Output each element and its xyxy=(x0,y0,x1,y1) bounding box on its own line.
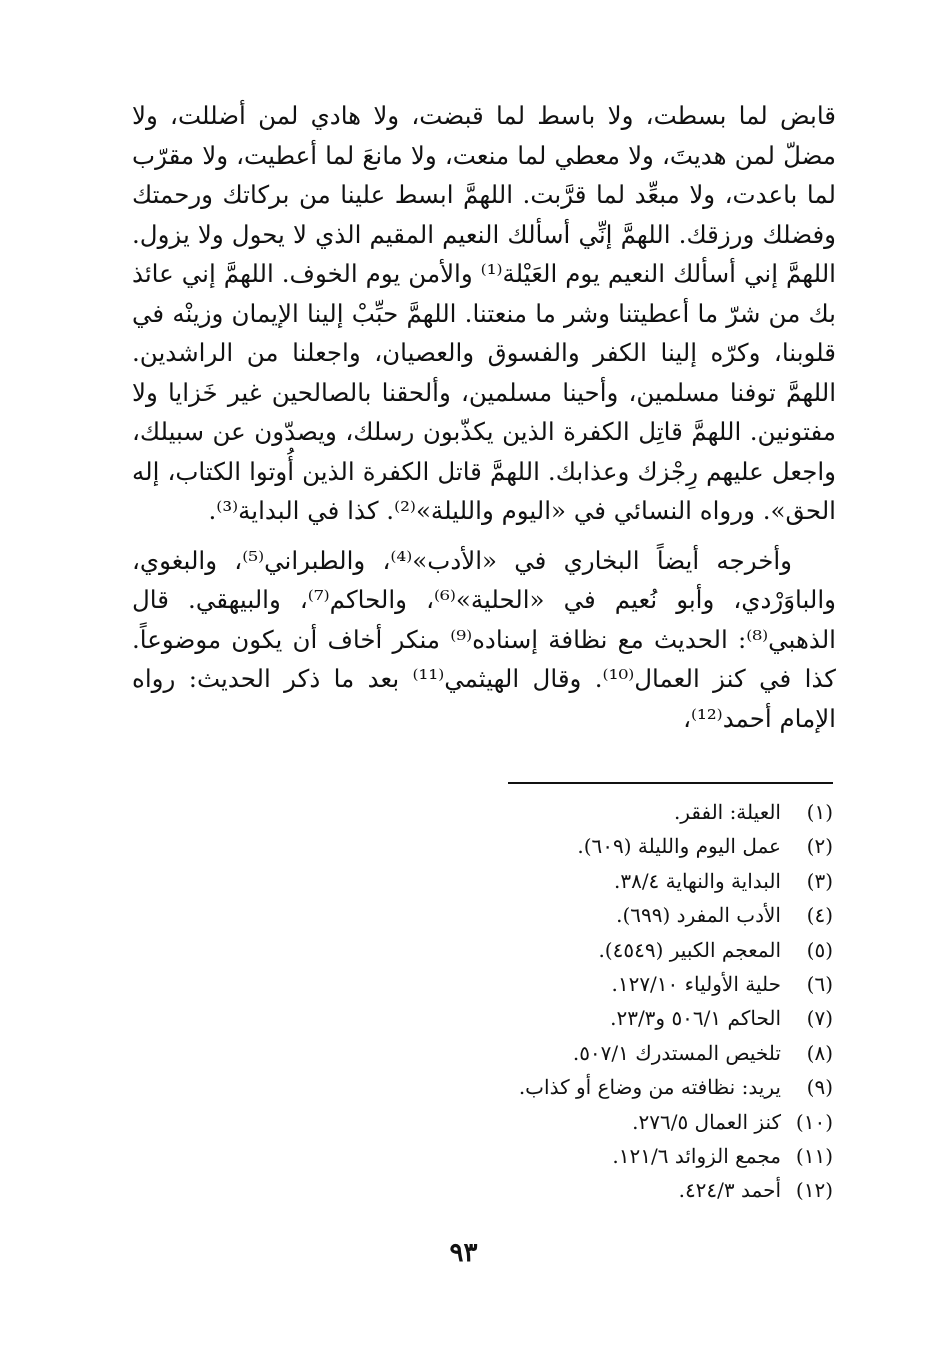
footnote-item xyxy=(373,1173,833,1207)
footnote-item xyxy=(373,829,833,863)
footnote-text: البداية والنهاية ٣٨/٤. xyxy=(613,868,781,893)
footnote-text: الأدب المفرد (٦٩٩). xyxy=(616,903,781,928)
footnote-number: (٢) xyxy=(806,834,833,859)
body-paragraph-1: قابض لما بسطت، ولا باسط لما قبضت، ولا هادي لمن أضللت، ولا مضلّ لمن هديتَ، ولا معطي لما منعت، ولا مانعَ لما أعطيت، ولا مقرّب لما باعدت، ولا مبعِّد لما قرَّبت. اللهمَّ ابسط علينا من بركاتك ورحمتك وفضلك ورزقك. اللهمَّ إنِّي أسألك النعيم المقيم الذي لا يحول ولا يزول. اللهمَّ إني أسألك النعيم يوم العَيْلة⁽¹⁾ والأمن يوم الخوف. اللهمَّ إني عائذ بك من شرّ ما أعطيتنا وشر ما منعتنا. اللهمَّ حبِّبْ إلينا الإيمان وزينْه في قلوبنا، وكرّه إلينا الكفر والفسوق والعصيان، واجعلنا من الراشدين. اللهمَّ توفنا مسلمين، وأحينا مسلمين، وألحقنا بالصالحين غير خَزايا ولا مفتونين. اللهمَّ قاتِل الكفرة الذين يكذّبون رسلك، ويصدّون عن سبيلك، واجعل عليهم رِجْزك وعذابك. اللهمَّ قاتل الكفرة الذين أُوتوا الكتاب، إله الحق». ورواه النسائي في «اليوم والليلة»⁽²⁾. كذا في البداية⁽³⁾. xyxy=(132,101,836,525)
footnote-number: (٧) xyxy=(806,1006,833,1031)
footnote-text: كنز العمال ٢٧٦/٥. xyxy=(632,1109,781,1134)
footnote-item xyxy=(373,1139,833,1173)
footnote-item xyxy=(373,1070,833,1104)
footnote-number: (٣) xyxy=(806,868,833,893)
footnote-number: (٦) xyxy=(806,972,833,997)
footnote-text: أحمد ٤٢٤/٣. xyxy=(678,1178,781,1203)
footnote-text: يريد: نظافته من وضاع أو كذاب. xyxy=(518,1075,781,1100)
footnote-number: (٩) xyxy=(806,1075,833,1100)
footnote-item xyxy=(373,1036,833,1070)
footnote-text: مجمع الزوائد ١٢١/٦. xyxy=(612,1144,781,1169)
footnote-item xyxy=(373,1105,833,1139)
footnote-number: (١) xyxy=(806,800,833,824)
footnote-item xyxy=(373,864,833,898)
footnote-separator xyxy=(508,782,833,784)
footnote-text: حلية الأولياء ١٢٧/١٠. xyxy=(611,972,781,997)
footnote-text: الحاكم ٥٠٦/١ و٢٣/٣. xyxy=(610,1006,781,1031)
footnote-text: تلخيص المستدرك ٥٠٧/١. xyxy=(572,1040,781,1065)
footnote-text: المعجم الكبير (٤٥٤٩). xyxy=(598,937,781,962)
footnote-text: عمل اليوم والليلة (٦٠٩). xyxy=(577,834,781,859)
footnote-item xyxy=(373,967,833,1001)
footnote-number: (٨) xyxy=(806,1040,833,1065)
footnote-number: (٤) xyxy=(806,903,833,928)
footnote-item xyxy=(373,933,833,967)
footnote-item xyxy=(373,898,833,932)
footnote-number: (٥) xyxy=(806,937,833,962)
footnote-text: العيلة: الفقر. xyxy=(673,800,781,824)
main-text xyxy=(132,96,836,738)
body-paragraph-2: وأخرجه أيضاً البخاري في «الأدب»⁽⁴⁾، والطبراني⁽⁵⁾، والبغوي، والباوَرْدي، وأبو نُعيم في «الحلية»⁽⁶⁾، والحاكم⁽⁷⁾، والبيهقي. قال الذهبي⁽⁸⁾: الحديث مع نظافة إسناده⁽⁹⁾ منكر أخاف أن يكون موضوعاً. كذا في كنز العمال⁽¹⁰⁾. وقال الهيثمي⁽¹¹⁾ بعد ما ذكر الحديث: رواه الإمام أحمد⁽¹²⁾، xyxy=(132,545,836,733)
footnote-item xyxy=(373,1001,833,1035)
footnotes-list xyxy=(373,795,833,1208)
footnote-number: (١٠) xyxy=(795,1109,833,1134)
page-number: ٩٣ xyxy=(449,1238,478,1268)
footnote-item xyxy=(373,795,833,829)
footnote-number: (١٢) xyxy=(795,1178,833,1203)
footnote-number: (١١) xyxy=(795,1144,833,1169)
